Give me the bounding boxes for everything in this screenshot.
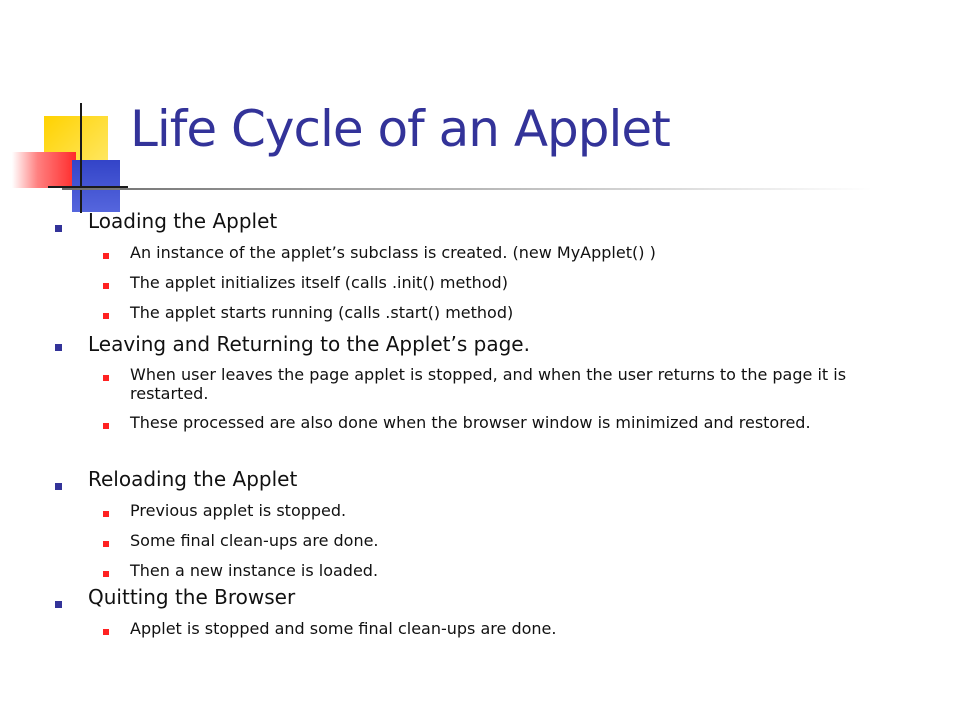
list-item: The applet starts running (calls .start() method) — [130, 303, 514, 322]
level2-bullet — [103, 253, 109, 259]
list-item: These processed are also done when the browser window is minimized and restored. — [130, 413, 811, 432]
list-item: The applet initializes itself (calls .init() method) — [130, 273, 508, 292]
level2-bullet — [103, 375, 109, 381]
list-item: Previous applet is stopped. — [130, 501, 347, 520]
level1-bullet — [55, 225, 62, 232]
list-item: Then a new instance is loaded. — [130, 561, 379, 580]
slide-title: Life Cycle of an Applet — [130, 100, 670, 158]
corner-vertical-line — [80, 103, 82, 213]
corner-red-bar — [12, 152, 76, 188]
list-item: Some final clean-ups are done. — [130, 531, 379, 550]
level2-bullet — [103, 283, 109, 289]
level2-bullet — [103, 541, 109, 547]
section-heading: Reloading the Applet — [88, 467, 298, 491]
list-item: Applet is stopped and some final clean-ups are done. — [130, 619, 557, 638]
level1-bullet — [55, 344, 62, 351]
title-underline — [62, 188, 872, 190]
level2-bullet — [103, 423, 109, 429]
level1-bullet — [55, 483, 62, 490]
level1-bullet — [55, 601, 62, 608]
level2-bullet — [103, 629, 109, 635]
level2-bullet — [103, 571, 109, 577]
section-heading: Leaving and Returning to the Applet’s page. — [88, 332, 530, 356]
section-heading: Loading the Applet — [88, 209, 278, 233]
level2-bullet — [103, 313, 109, 319]
level2-bullet — [103, 511, 109, 517]
list-item: An instance of the applet’s subclass is created. (new MyApplet() ) — [130, 243, 656, 262]
section-heading: Quitting the Browser — [88, 585, 296, 609]
list-item: When user leaves the page applet is stopped, and when the user returns to the page it is restarted. — [130, 365, 847, 403]
